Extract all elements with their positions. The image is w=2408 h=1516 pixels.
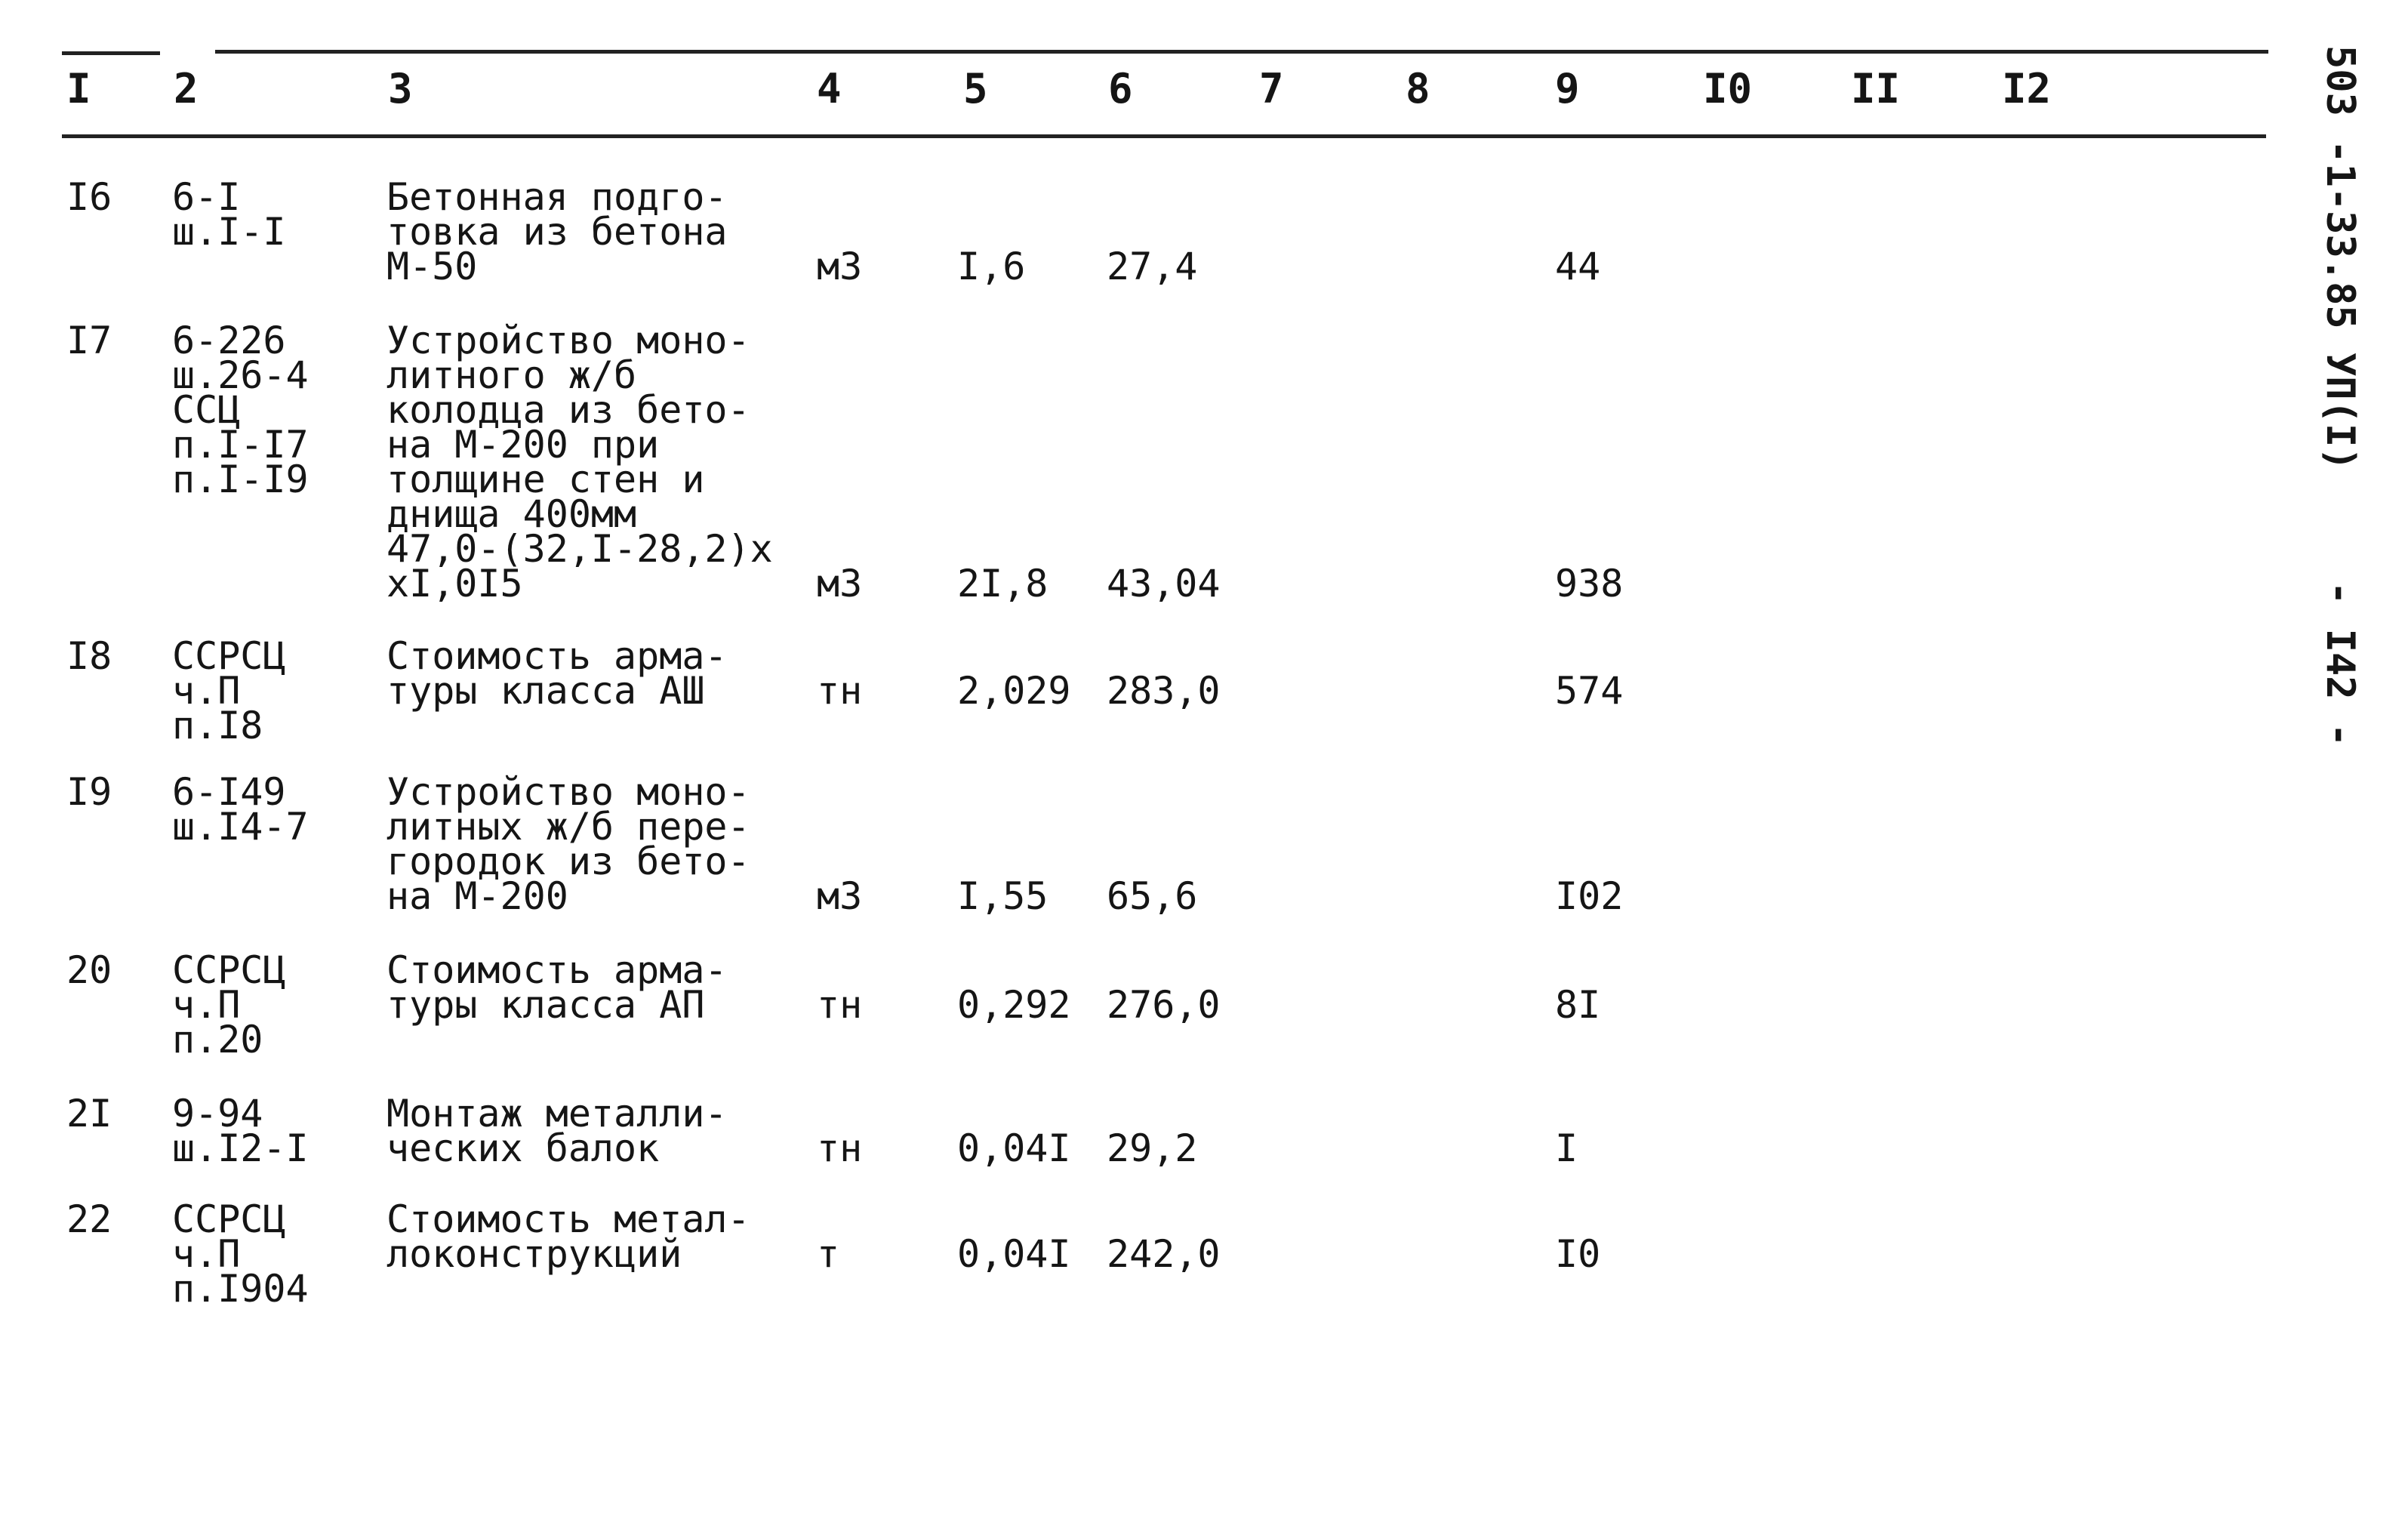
row-code-line: ш.I-I [172,210,286,254]
row-description-line: ческих балок [386,1126,660,1170]
row-quantity: I,55 [957,874,1048,918]
top-rule-left [62,51,160,55]
row-code [172,948,286,1062]
header-col-12: I2 [2002,65,2052,112]
row-unit: тн [817,1126,863,1170]
row-description-line: туры класса АШ [386,669,705,713]
row-code [172,1092,309,1170]
row-unit: тн [817,669,863,713]
header-col-5: 5 [963,65,988,112]
row-code-line: 9-94 [172,1092,263,1135]
row-code [172,770,309,849]
row-total: 8I [1555,983,1601,1027]
row-total: I02 [1555,874,1624,918]
row-price: 276,0 [1107,983,1221,1027]
document-code: 503 -1-33.85 УП(I) [2317,45,2363,471]
row-code-line: п.I-I7 [172,423,309,467]
row-code-line: ч.П [172,1232,241,1276]
row-description-line: на М-200 [386,874,568,918]
row-unit: м3 [817,245,863,288]
row-description-line: 47,0-(32,I-28,2)х [386,527,773,571]
top-rule-right [215,50,2268,54]
row-quantity: 0,04I [957,1126,1071,1170]
row-description-line: Монтаж металли- [386,1092,728,1135]
row-unit: м3 [817,874,863,918]
row-unit: м3 [817,562,863,605]
row-description [386,1092,728,1170]
row-code-line: ССРСЦ [172,634,286,678]
row-code-line: п.I904 [172,1267,309,1311]
row-code-line: п.I-I9 [172,458,309,501]
row-description [386,634,728,713]
row-description-line: Бетонная подго- [386,175,728,219]
row-quantity: 2,029 [957,669,1071,713]
row-code [172,175,286,254]
row-price: 65,6 [1107,874,1198,918]
row-quantity: 0,04I [957,1232,1071,1276]
page-number: - I42 - [2317,581,2363,747]
row-unit: т [817,1232,840,1276]
row-quantity: 0,292 [957,983,1071,1027]
row-code-line: ССРСЦ [172,1197,286,1241]
row-description-line: Стоимость арма- [386,948,728,992]
row-price: 27,4 [1107,245,1198,288]
row-quantity: I,6 [957,245,1026,288]
row-unit: тн [817,983,863,1027]
row-code-line: ш.I2-I [172,1126,309,1170]
row-code [172,634,286,747]
row-number: I8 [66,634,112,678]
row-code-line: 6-226 [172,319,286,362]
row-description-line: товка из бетона [386,210,728,254]
row-code-line: 6-I49 [172,770,286,814]
row-description-line: М-50 [386,245,478,288]
row-description-line: литного ж/б [386,353,637,397]
header-col-3: 3 [388,65,413,112]
row-description [386,1197,750,1276]
row-code-line: 6-I [172,175,241,219]
row-quantity: 2I,8 [957,562,1048,605]
row-description [386,770,750,918]
row-description-line: локонструкций [386,1232,682,1276]
row-description-line: толщине стен и [386,458,705,501]
row-number: 20 [66,948,112,992]
header-col-6: 6 [1108,65,1133,112]
row-description-line: Устройство моно- [386,770,750,814]
row-description-line: Стоимость арма- [386,634,728,678]
header-col-1: I [66,65,91,112]
row-description [386,319,773,605]
header-col-9: 9 [1555,65,1580,112]
row-number: 22 [66,1197,112,1241]
row-description-line: хI,0I5 [386,562,523,605]
row-total: 938 [1555,562,1624,605]
header-col-7: 7 [1259,65,1284,112]
header-col-4: 4 [817,65,842,112]
row-price: 283,0 [1107,669,1221,713]
row-code-line: п.I8 [172,704,263,747]
row-number: I6 [66,175,112,219]
header-col-11: II [1851,65,1901,112]
row-description-line: Стоимость метал- [386,1197,750,1241]
header-rule [62,134,2266,138]
row-code-line: ССЦ [172,388,241,432]
row-total: I [1555,1126,1578,1170]
row-description-line: колодца из бето- [386,388,750,432]
row-description-line: Устройство моно- [386,319,750,362]
row-description [386,175,728,288]
row-total: 574 [1555,669,1624,713]
row-price: 29,2 [1107,1126,1198,1170]
row-code-line: ш.I4-7 [172,805,309,849]
row-code-line: п.20 [172,1018,263,1062]
row-description-line: городок из бето- [386,840,750,883]
row-code [172,1197,309,1311]
row-number: I7 [66,319,112,362]
row-price: 242,0 [1107,1232,1221,1276]
header-col-2: 2 [174,65,199,112]
row-number: 2I [66,1092,112,1135]
row-code-line: ч.П [172,669,241,713]
row-description-line: на М-200 при [386,423,660,467]
row-total: I0 [1555,1232,1601,1276]
row-code-line: ш.26-4 [172,353,309,397]
row-code-line: ССРСЦ [172,948,286,992]
row-description-line: литных ж/б пере- [386,805,750,849]
row-description [386,948,728,1027]
header-col-8: 8 [1406,65,1430,112]
row-number: I9 [66,770,112,814]
row-description-line: туры класса АП [386,983,705,1027]
row-code-line: ч.П [172,983,241,1027]
row-code [172,319,309,501]
row-price: 43,04 [1107,562,1221,605]
row-total: 44 [1555,245,1601,288]
header-col-10: I0 [1703,65,1753,112]
row-description-line: днища 400мм [386,492,637,536]
